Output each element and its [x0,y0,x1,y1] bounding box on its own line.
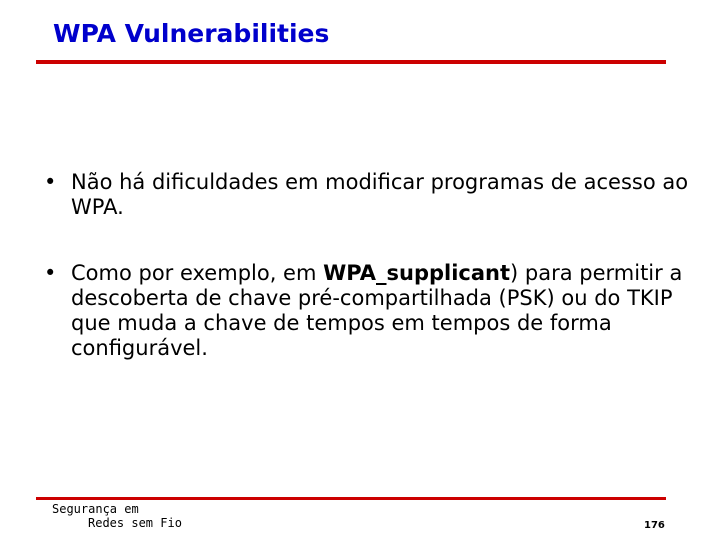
page-number: 176 [644,520,665,531]
bullet-text: Não há dificuldades em modificar programas de acesso ao WPA. [71,170,689,219]
bullet-text-lead: Como por exemplo, em [71,261,324,285]
bullet-bold-term: WPA_supplicant [323,261,511,285]
title-divider [36,60,666,64]
footer-line-2: Redes sem Fio [88,516,182,530]
footer-divider [36,497,666,500]
bullet-dot-icon: • [44,261,57,285]
bullet-list [44,170,704,402]
footer-course-label [52,502,182,530]
bullet-item [44,261,704,361]
bullet-text-tail: ) para permitir a descoberta de chave pré-compartilhada (PSK) ou do TKIP que muda a chave de tempos em tempos de forma configurável. [71,261,683,360]
slide-title: WPA Vulnerabilities [53,19,330,48]
bullet-dot-icon: • [44,170,57,194]
bullet-item [44,170,704,220]
footer-line-1: Segurança em [52,502,139,516]
